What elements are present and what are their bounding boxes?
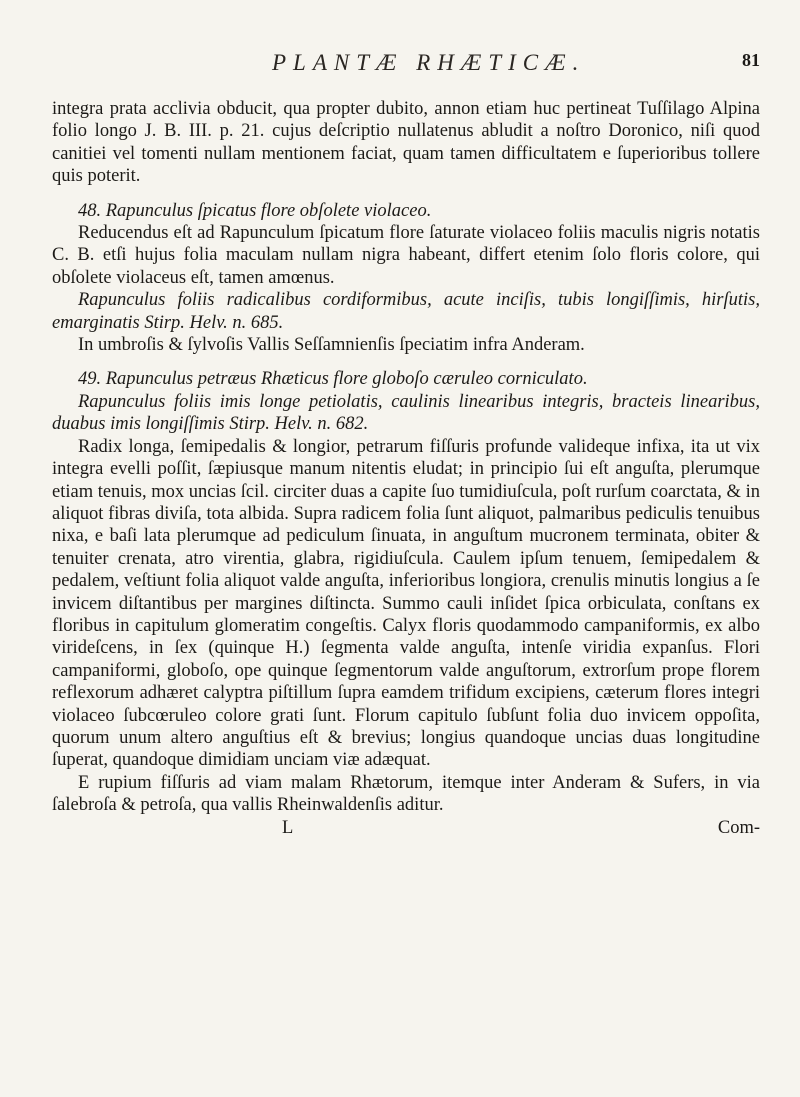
catchline: [52, 817, 760, 839]
entry-48-description: Reducendus eſt ad Rapunculum ſpicatum flore ſaturate violaceo foliis maculis nigris notatis C. B. etſi hujus folia maculam nullam nigra habeant, differt etenim ſolo floris colore, qui obſolete violaceus eſt, tamen amœnus.: [52, 223, 760, 288]
running-head: [52, 50, 760, 84]
body-text: [52, 98, 760, 839]
entry-48-synonym-text: Rapunculus foliis radicalibus cordiformibus, acute inciſis, tubis longiſſimis, hirſutis, emarginatis Stirp. Helv. n. 685.: [52, 290, 760, 333]
entry-49-heading: [52, 368, 760, 390]
entry-48-synonym: [52, 289, 760, 334]
entry-48-heading: [52, 200, 760, 222]
continuation-paragraph: integra prata acclivia obducit, qua propter dubito, annon etiam huc pertineat Tuſſilago Alpina folio longo J. B. III. p. 21. cujus deſcriptio nullatenus abludit a noſtro Doronico, niſi quod canitiei vel tomenti nullam mentionem faciat, quam tamen difficultatem e ſuperioribus tollere quis poterit.: [52, 99, 760, 187]
entry-49-title: 49. Rapunculus petræus Rhæticus flore globoſo cæruleo corniculato.: [78, 369, 588, 390]
entry-48-title: 48. Rapunculus ſpicatus flore obſolete violaceo.: [78, 200, 432, 221]
catchword: Com-: [717, 817, 760, 838]
entry-49-description: Radix longa, ſemipedalis & longior, petrarum fiſſuris profunde valideque infixa, ita ut vix integra evelli poſſit, ſæpiusque manum nitentis eludat; in principio ſui eſt anguſta, plerumque etiam tenuis, mox uncias ſcil. circiter duas a capite ſuo tumidiuſcula, poſt rurſum coarctata, & in aliquot fibras diviſa, tota albida. Supra radicem folia ſunt aliquot, palmaribus pediculis tenuibus nixa, e baſi lata plerumque ad pediculum ſinuata, in anguſtum mucronem terminata, obiter & tenuiter crenata, atro virentia, glabra, rigidiuſcula. Caulem ipſum tenuem, ſemipedalem & pedalem, veſtiunt folia aliquot valde anguſta, inferioribus longiora, crenulis minutis longius a ſe invicem diſtantibus per margines diſtincta. Summo cauli inſidet ſpica orbiculata, conſtans ex floribus in capitulum glomeratim congeſtis. Calyx floris quodammodo campaniformis, ex albo virideſcens, in ſex (quinque H.) ſegmenta valde anguſta, intenſe viridia expanſus. Flori campaniformi, globoſo, ope quinque ſegmentorum valde anguſtorum, extrorſum prope florem reflexorum adhæret calyptra piſtillum ſupra eamdem trifidum excipiens, cæterum flores integri violaceo ſubcœruleo colore grati ſunt. Florum capitulo ſubſunt folia duo invicem oppoſita, quorum unum altero anguſtius eſt & brevius; longius quandoque uncias duas longitudine ſuperat, quandoque dimidiam unciam viæ adæquat.: [52, 436, 760, 771]
page-number: 81: [742, 50, 760, 70]
entry-49-synonym-text: Rapunculus foliis imis longe petiolatis, caulinis linearibus integris, bracteis linearibus, duabus imis longiſſimis Stirp. Helv. n. 682.: [52, 391, 760, 435]
signature-mark: L: [282, 817, 294, 838]
entry-49-synonym: [52, 391, 760, 436]
running-title: PLANTÆ RHÆTICÆ.: [272, 50, 586, 75]
entry-48-locality: In umbroſis & ſylvoſis Vallis Seſſamnienſis ſpeciatim infra Anderam.: [78, 335, 585, 356]
entry-49-locality: E rupium fiſſuris ad viam malam Rhætorum, itemque inter Anderam & Sufers, in via ſalebroſa & petroſa, qua vallis Rheinwaldenſis aditur.: [52, 772, 760, 816]
